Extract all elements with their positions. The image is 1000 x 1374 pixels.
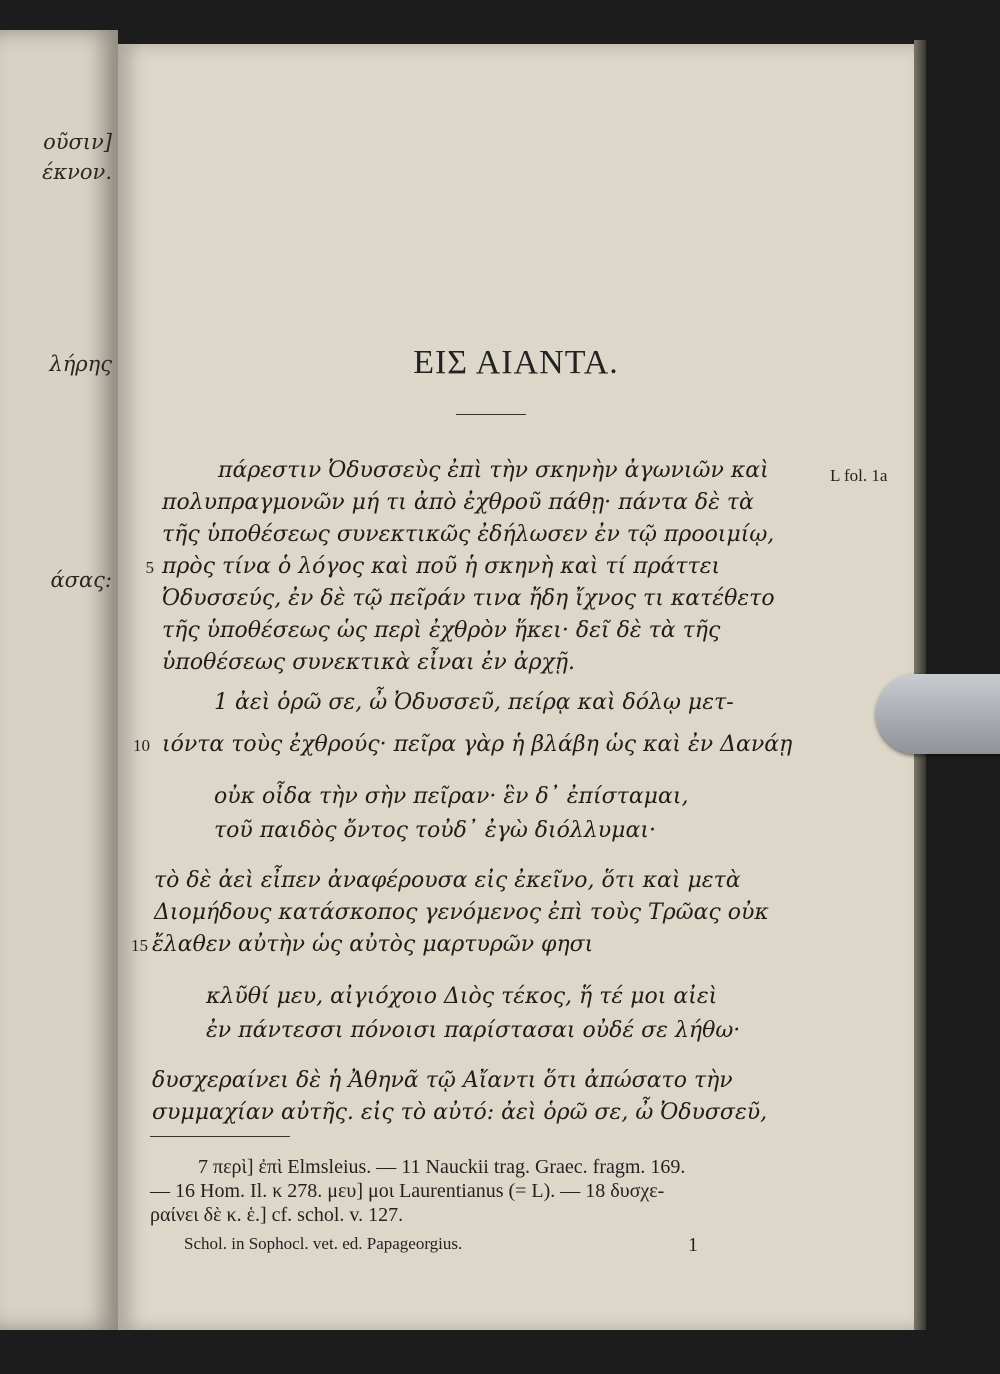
signature-mark: Schol. in Sophocl. vet. ed. Papageorgius. (184, 1234, 463, 1253)
text-line: συμμαχίαν αὐτῆς. εἰς τὸ αὐτό: ἀεὶ ὁρῶ σε, ὦ Ὀδυσσεῦ, (152, 1100, 768, 1125)
text-line: τοῦ παιδὸς ὄντος τοὐδ᾽ ἐγὼ διόλλυμαι· (214, 818, 656, 843)
left-page (0, 30, 118, 1330)
line-number: 15 (131, 936, 148, 955)
text-line: Ὀδυσσεύς, ἐν δὲ τῷ πεῖράν τινα ἤδη ἴχνος τι κατέθετο (162, 586, 775, 611)
footnote-rule (150, 1136, 290, 1137)
text-line: 1 ἀεὶ ὁρῶ σε, ὦ Ὀδυσσεῦ, πείρᾳ καὶ δόλῳ μετ- (214, 690, 734, 715)
footnote-line: 7 περὶ] ἐπὶ Elmsleius. — 11 Nauckii trag. Graec. fragm. 169. (198, 1156, 686, 1178)
text-line: ἔλαθεν αὐτὴν ὡς αὐτὸς μαρτυρῶν φησι (152, 932, 594, 957)
margin-note: L fol. 1a (830, 466, 888, 485)
left-fragment: έκνον. (42, 160, 112, 184)
text-line: ἐν πάντεσσι πόνοισι παρίστασαι οὐδέ σε λήθω· (206, 1018, 741, 1043)
text-line: τῆς ὑποθέσεως ὡς περὶ ἐχθρὸν ἥκει· δεῖ δὲ τὰ τῆς (162, 618, 721, 643)
left-fragment: λήρης (49, 352, 112, 376)
text-line: οὐκ οἶδα τὴν σὴν πεῖραν· ἓν δ᾽ ἐπίσταμαι, (214, 784, 689, 809)
page-clip-marker (876, 674, 1000, 754)
title-rule (456, 414, 526, 415)
left-fragment: οῦσιν] (43, 130, 112, 154)
text-line: Διομήδους κατάσκοπος γενόμενος ἐπὶ τοὺς Τρῶας οὐκ (154, 900, 769, 925)
line-number: 10 (133, 736, 150, 755)
footnote-line: — 16 Hom. Il. κ 278. μευ] μοι Laurentianus (= L). — 18 δυσχε- (150, 1180, 665, 1202)
text-line: κλῦθί μευ, αἰγιόχοιο Διὸς τέκος, ἥ τέ μοι αἰεὶ (206, 984, 718, 1009)
footnote-line: ραίνει δὲ κ. ἑ.] cf. schol. v. 127. (150, 1204, 404, 1226)
left-fragment: άσας: (50, 568, 112, 592)
page-number: 1 (688, 1234, 698, 1256)
text-line: ιόντα τοὺς ἐχθρούς· πεῖρα γὰρ ἡ βλάβη ὡς καὶ ἐν Δανάῃ (162, 732, 793, 757)
text-line: δυσχεραίνει δὲ ἡ Ἀθηνᾶ τῷ Αἴαντι ὅτι ἀπώσατο τὴν (152, 1068, 733, 1093)
text-line: τῆς ὑποθέσεως συνεκτικῶς ἐδήλωσεν ἐν τῷ προοιμίῳ, (162, 522, 775, 547)
main-page (118, 44, 914, 1330)
text-line: ὑποθέσεως συνεκτικὰ εἶναι ἐν ἀρχῇ. (162, 650, 576, 675)
text-line: πάρεστιν Ὀδυσσεὺς ἐπὶ τὴν σκηνὴν ἀγωνιῶν καὶ (218, 458, 769, 483)
page-title: ΕΙΣ ΑΙΑΝΤΑ. (413, 344, 619, 381)
text-line: πρὸς τίνα ὁ λόγος καὶ ποῦ ἡ σκηνὴ καὶ τί πράττει (162, 554, 721, 579)
text-line: τὸ δὲ ἀεὶ εἶπεν ἀναφέρουσα εἰς ἐκεῖνο, ὅτι καὶ μετὰ (154, 868, 741, 893)
line-number: 5 (145, 558, 154, 577)
text-line: πολυπραγμονῶν μή τι ἀπὸ ἐχθροῦ πάθῃ· πάντα δὲ τὰ (162, 490, 754, 515)
